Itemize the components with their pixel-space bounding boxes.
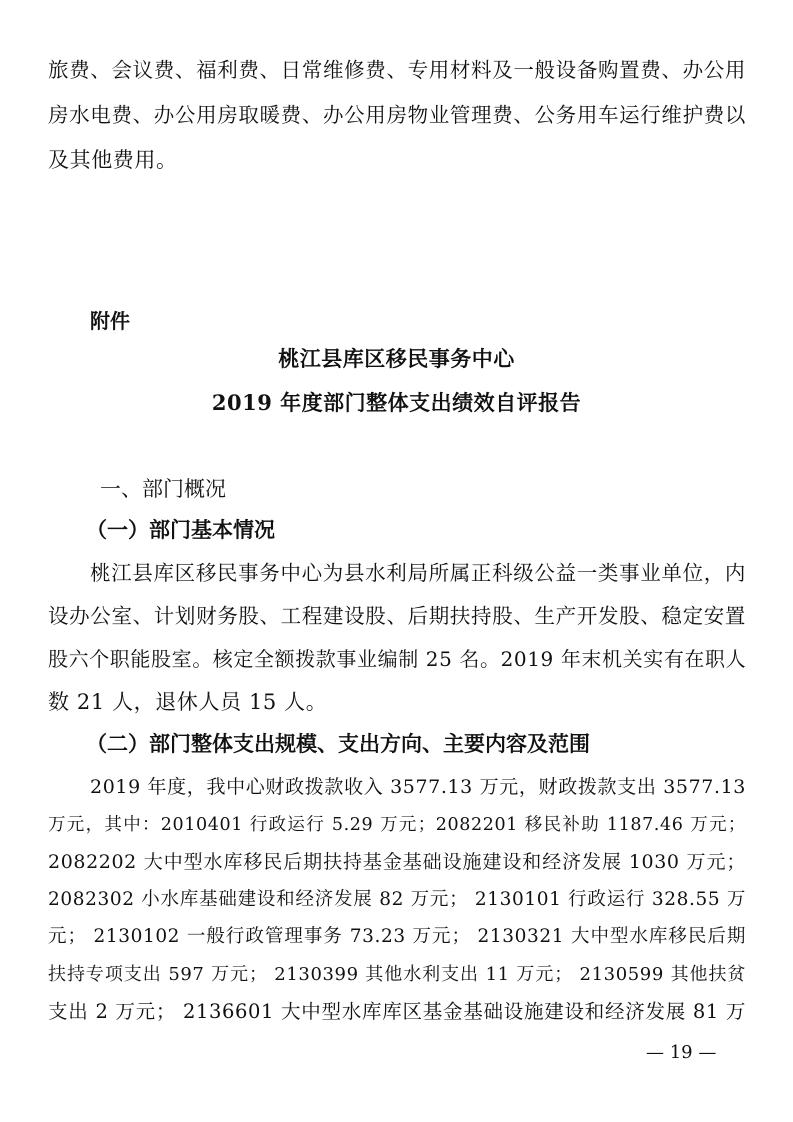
report-title-line-1: 桃江县库区移民事务中心 [278, 346, 515, 371]
paragraph-line: 万元，其中：2010401 行政运行 5.29 万元；2082201 移民补助 1187.46 万元； [48, 814, 746, 835]
paragraph-line: 股六个职能股室。核定全额拨款事业编制 25 名。2019 年末机关实有在职人 [48, 647, 747, 671]
continuation-line-2: 房水电费、办公用房取暖费、办公用房物业管理费、公务用车运行维护费以 [48, 103, 746, 127]
report-title-line-2: 2019 年度部门整体支出绩效自评报告 [211, 390, 582, 415]
paragraph-line: 支出 2 万元； 2136601 大中型水库库区基金基础设施建设和经济发展 81 万 [48, 1000, 746, 1023]
continuation-line-3: 及其他费用。 [48, 148, 178, 172]
paragraph-line: 2082202 大中型水库移民后期扶持基金基础设施建设和经济发展 1030 万元； [48, 851, 746, 873]
section-heading: 一、部门概况 [100, 477, 226, 501]
subsection-heading-2: （二）部门整体支出规模、支出方向、主要内容及范围 [86, 731, 590, 756]
paragraph-line: 2019 年度，我中心财政拨款收入 3577.13 万元，财政拨款支出 3577.13 [90, 776, 746, 798]
paragraph-line: 桃江县库区移民事务中心为县水利局所属正科级公益一类事业单位，内 [90, 561, 746, 585]
paragraph-line: 2082302 小水库基础建设和经济发展 82 万元； 2130101 行政运行 328.55 万 [48, 888, 746, 910]
paragraph-line: 数 21 人，退休人员 15 人。 [48, 690, 328, 714]
subsection-heading-1: （一）部门基本情况 [86, 517, 275, 542]
continuation-line-1: 旅费、会议费、福利费、日常维修费、专用材料及一般设备购置费、办公用 [48, 58, 746, 82]
page-number: — 19 — [646, 1042, 717, 1063]
paragraph-line: 扶持专项支出 597 万元； 2130399 其他水利支出 11 万元； 2130599 其他扶贫 [48, 963, 746, 985]
paragraph-line: 元； 2130102 一般行政管理事务 73.23 万元； 2130321 大中型水库移民后期 [48, 926, 746, 947]
paragraph-line: 设办公室、计划财务股、工程建设股、后期扶持股、生产开发股、稳定安置 [48, 604, 746, 628]
attachment-label: 附件 [90, 309, 130, 333]
